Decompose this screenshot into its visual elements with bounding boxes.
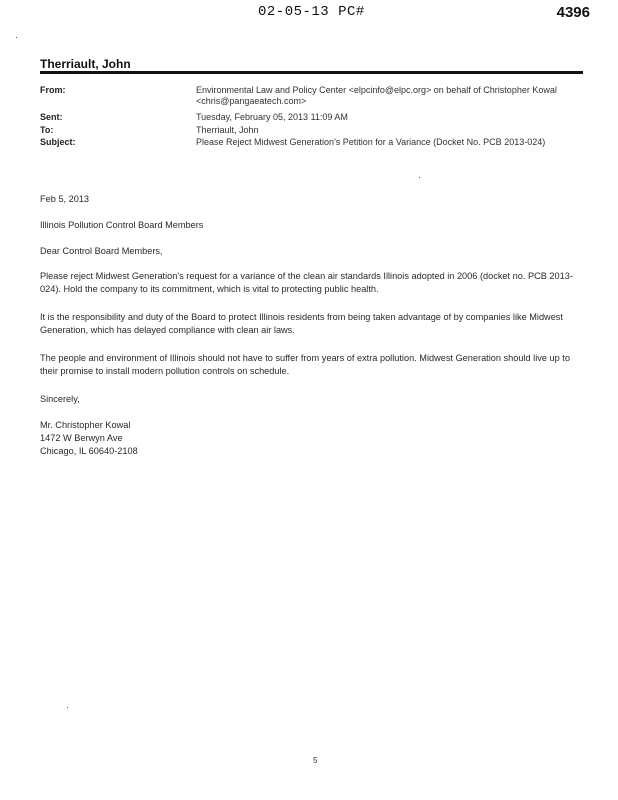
scan-speck [67, 707, 68, 708]
sender-name: Therriault, John [40, 57, 131, 71]
letter-salutation: Dear Control Board Members, [40, 246, 163, 256]
subject-value: Please Reject Midwest Generation's Petition for a Variance (Docket No. PCB 2013-024) [196, 137, 546, 147]
fax-date-stamp: 02-05-13 PC# [258, 4, 365, 20]
scan-speck [419, 177, 420, 178]
header-divider [40, 71, 583, 74]
letter-date: Feb 5, 2013 [40, 194, 90, 204]
subject-label: Subject: [40, 137, 76, 147]
scan-speck [16, 37, 17, 38]
sent-label: Sent: [40, 112, 63, 122]
public-comment-number: 4396 [556, 4, 590, 21]
to-label: To: [40, 125, 54, 135]
page-number: 5 [313, 756, 318, 765]
from-value: Environmental Law and Policy Center <elpcinfo@elpc.org> on behalf of Christopher Kowal <chris@pangaeatech.com> [196, 85, 557, 106]
letter-paragraph: It is the responsibility and duty of the Board to protect Illinois residents from being taken advantage of by companies like Midwest Generation, which has delayed compliance with clean air laws. [40, 312, 563, 335]
letter-paragraph: The people and environment of Illinois should not have to suffer from years of extra pollution. Midwest Generation should live up to their promise to install modern pollution controls on schedule. [40, 353, 570, 376]
sent-value: Tuesday, February 05, 2013 11:09 AM [196, 112, 348, 122]
letter-closing: Sincerely, [40, 394, 80, 404]
letter-paragraph: Please reject Midwest Generation's request for a variance of the clean air standards Illinois adopted in 2006 (docket no. PCB 2013-024). Hold the company to its commitment, which is vital to protecting public health. [40, 271, 573, 294]
signature-city: Chicago, IL 60640-2108 [40, 446, 138, 456]
signature-name: Mr. Christopher Kowal [40, 420, 131, 430]
from-label: From: [40, 85, 66, 95]
letter-addressee: Illinois Pollution Control Board Members [40, 220, 204, 230]
signature-street: 1472 W Berwyn Ave [40, 433, 123, 443]
to-value: Therriault, John [196, 125, 259, 135]
